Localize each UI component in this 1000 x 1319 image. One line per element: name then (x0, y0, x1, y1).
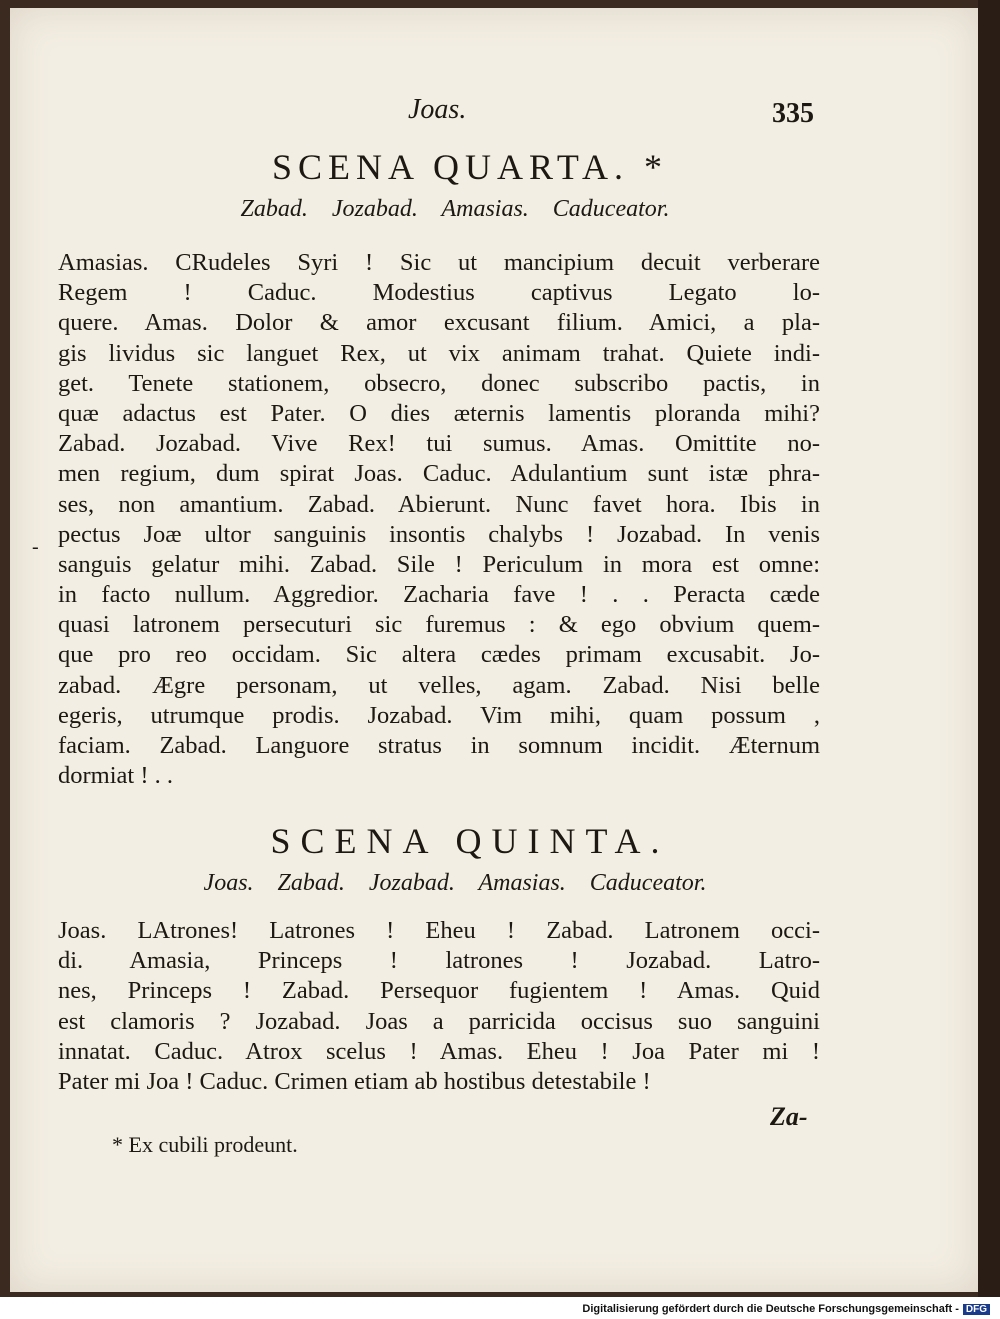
credit-text: Digitalisierung gefördert durch die Deutsche Forschungsgemeinschaft - (582, 1303, 959, 1315)
text-line: quæ adactus est Pater. O dies æternis lamentis ploranda mihi? (58, 399, 820, 427)
book-edge (978, 0, 1000, 1297)
dfg-logo: DFG (963, 1304, 990, 1315)
scene-five-title: SCENA QUINTA. (270, 821, 670, 861)
text-line: sanguis gelatur mihi. Zabad. Sile ! Periculum in mora est omne: (58, 550, 820, 578)
text-line: quere. Amas. Dolor & amor excusant filium. Amici, a pla- (58, 309, 820, 337)
book-page (10, 8, 978, 1292)
scene-four-title: SCENA QUARTA. * (272, 147, 668, 187)
text-line: get. Tenete stationem, obsecro, donec subscribo pactis, in (58, 369, 820, 397)
text-line: Joas. LAtrones! Latrones ! Eheu ! Zabad. Latronem occi- (58, 917, 820, 944)
text-line: gis lividus sic languet Rex, ut vix animam trahat. Quiete indi- (58, 339, 820, 367)
text-line: dormiat ! . . (58, 762, 173, 790)
text-line: di. Amasia, Princeps ! latrones ! Jozabad. Latro- (58, 947, 820, 975)
text-line: nes, Princeps ! Zabad. Persequor fugientem ! Amas. Quid (58, 977, 820, 1005)
digitization-credit (582, 1303, 990, 1315)
text-line: est clamoris ? Jozabad. Joas a parricida occisus suo sanguini (58, 1007, 820, 1035)
running-head (10, 94, 978, 134)
text-line: zabad. Ægre personam, ut velles, agam. Zabad. Nisi belle (58, 671, 820, 699)
text-line: in facto nullum. Aggredior. Zacharia fave ! . . Peracta cæde (58, 581, 820, 609)
text-line: Zabad. Jozabad. Vive Rex! tui sumus. Amas. Omittite no- (58, 430, 820, 458)
text-line: que pro reo occidam. Sic altera cædes primam excusabit. Jo- (58, 641, 820, 669)
text-line: faciam. Zabad. Languore stratus in somnum incidit. Æternum (58, 732, 820, 759)
text-line: Regem ! Caduc. Modestius captivus Legato lo- (58, 279, 820, 307)
text-line: Pater mi Joa ! Caduc. Crimen etiam ab hostibus detestabile ! (58, 1067, 651, 1095)
footnote: * Ex cubili prodeunt. (112, 1132, 298, 1157)
scene-five-cast: Joas. Zabad. Jozabad. Amasias. Caduceator. (203, 870, 707, 896)
text-line: egeris, utrumque prodis. Jozabad. Vim mihi, quam possum , (58, 701, 820, 729)
text-line: quasi latronem persecuturi sic furemus : & ego obvium quem- (58, 611, 820, 639)
page-number: 335 (772, 98, 814, 129)
text-line: Amasias. CRudeles Syri ! Sic ut mancipium decuit verberare (58, 249, 820, 276)
running-title: Joas. (408, 94, 467, 125)
text-line: ses, non amantium. Zabad. Abierunt. Nunc favet hora. Ibis in (58, 490, 820, 518)
scene-four-text (58, 248, 820, 791)
margin-mark: - (32, 536, 39, 558)
scene-four-cast: Zabad. Jozabad. Amasias. Caduceator. (240, 196, 670, 222)
text-line: men regium, dum spirat Joas. Caduc. Adulantium sunt istæ phra- (58, 460, 820, 488)
text-line: innatat. Caduc. Atrox scelus ! Amas. Eheu ! Joa Pater mi ! (58, 1037, 820, 1065)
text-line: pectus Joæ ultor sanguinis insontis chalybs ! Jozabad. In venis (58, 520, 820, 548)
catchword: Za- (770, 1102, 808, 1131)
scene-five-text (58, 916, 820, 1097)
